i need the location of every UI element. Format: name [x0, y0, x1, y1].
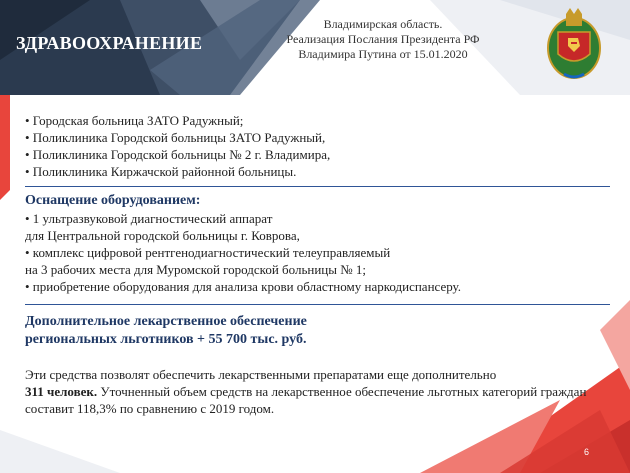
header-line-1: Владимирская область. — [323, 17, 443, 31]
equipment-heading: Оснащение оборудованием: — [25, 193, 201, 208]
equipment-line: на 3 рабочих места для Муромской городской больницы № 1; — [25, 262, 367, 277]
divider — [25, 186, 610, 187]
coat-of-arms-emblem — [542, 8, 606, 82]
equipment-section — [25, 192, 461, 295]
bg-shape-red-left — [0, 95, 10, 200]
hospital-list — [25, 112, 330, 180]
page-number: 6 — [584, 447, 590, 457]
divider — [25, 304, 610, 305]
drug-paragraph-part-2: Уточненный объем средств на лекарственное обеспечение льготных категорий граждан составит 118,3% по сравнению с 2019 годом. — [25, 384, 587, 416]
bg-shape-faint-1 — [0, 430, 120, 473]
drug-heading-line-2: региональных льготников + 55 700 тыс. руб. — [25, 332, 307, 347]
equipment-line: • приобретение оборудования для анализа крови областному наркодиспансеру. — [25, 279, 462, 294]
equipment-line: • 1 ультразвуковой диагностический аппарат — [25, 211, 273, 226]
drug-paragraph — [25, 366, 595, 417]
section-title: ЗДРАВООХРАНЕНИЕ — [16, 33, 203, 53]
header-line-2: Реализация Послания Президента РФ — [286, 32, 480, 46]
list-item: • Поликлиника Городской больницы ЗАТО Радужный, — [25, 130, 326, 145]
header-caption — [272, 17, 494, 62]
list-item: • Поликлиника Киржачской районной больницы. — [25, 164, 297, 179]
header-line-3: Владимира Путина от 15.01.2020 — [298, 47, 468, 61]
equipment-line: • комплекс цифровой рентгенодиагностический телеуправляемый — [25, 245, 391, 260]
drug-paragraph-count: 311 человек. — [25, 384, 98, 399]
equipment-line: для Центральной городской больницы г. Коврова, — [25, 228, 300, 243]
drug-heading-line-1: Дополнительное лекарственное обеспечение — [25, 314, 307, 329]
list-item: • Поликлиника Городской больницы № 2 г. Владимира, — [25, 147, 331, 162]
drug-paragraph-part-1: Эти средства позволят обеспечить лекарственными препаратами еще дополнительно — [25, 367, 497, 382]
list-item: • Городская больница ЗАТО Радужный; — [25, 113, 244, 128]
drug-provision-section — [25, 313, 307, 349]
